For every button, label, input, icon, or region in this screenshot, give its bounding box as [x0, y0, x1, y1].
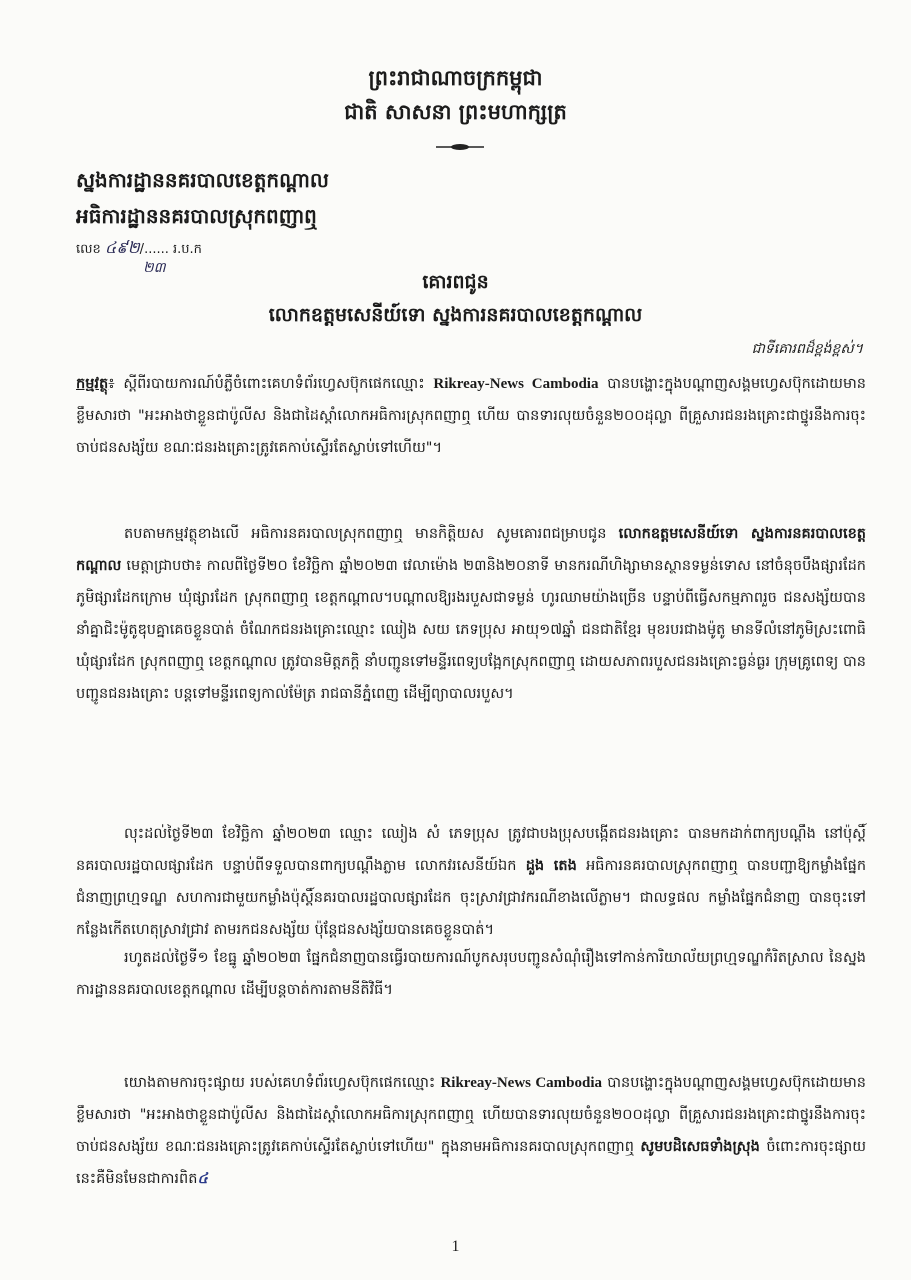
reference-suffix: រ.ប.ក	[173, 242, 202, 257]
p1-text-1: តបតាមកម្មវត្ថុខាងលើ អធិការនគរបាលស្រុកពញាឮ មានកិត្តិយស សូមគោរពជម្រាបជូន	[124, 526, 607, 542]
handwritten-mark: ៤	[197, 1170, 208, 1187]
subject-text-1: ស្ដីពីរបាយការណ៍បំភ្លឺចំពោះគេហទំព័រហ្វេសប៊ុកផេកឈ្មោះ	[123, 376, 425, 392]
reference-sub: ២៣	[143, 260, 166, 276]
reference-dots: ......	[144, 242, 169, 257]
p2-text-1: លុះដល់ថ្ងៃទី២៣ ខែវិច្ឆិកា ឆ្នាំ២០២៣ ឈ្មោះ ឈៀង សំ ភេទប្រុស ត្រូវជាបងប្រុសបង្កើតជនរងគ្រោះ បានមកដាក់ពាក្យបណ្ដឹង នៅប៉ុស្ដិ៍នគរបាលរដ្ឋបាលផ្សារដែក បន្ទាប់ពីទទួលបានពាក្យបណ្ដឹងភ្លាម លោកវរសេនីយ៍ឯក	[76, 826, 866, 874]
subject-label: កម្មវត្ថុ	[76, 376, 109, 392]
subject-text-2: បានបង្ហោះក្នុងបណ្ដាញសង្គមហ្វេសប៊ុកដោយមានខ្លឹមសារថា "អះអាងថាខ្លួនជាប៉ូលីស និងជាដៃស្ដាំលោកអធិការស្រុកពញាឮ ហើយ បានទារលុយចំនួន២០០ដុល្លា ពីគ្រួសារជនរងគ្រោះជាថ្នូរនឹងការចុះចាប់ជនសង្ស័យ ខណៈជនរងគ្រោះត្រូវគេកាប់ស្ទើរតែស្លាប់ទៅហើយ"។	[76, 376, 866, 456]
reference-number: លេខ ៤៩២/...... រ.ប.ក	[76, 238, 202, 257]
p2-text-2: អធិការនគរបាលស្រុកពញាឮ បានបញ្ជាឱ្យកម្លាំងផ្នែកជំនាញព្រហ្មទណ្ឌ សហការជាមួយកម្លាំងប៉ុស្ដិ៍នគរបាលរដ្ឋបាលផ្សារដែក ចុះស្រាវជ្រាវករណីខាងលើភ្លាម។ ជាលទ្ធផល កម្លាំងផ្នែកជំនាញ បានចុះទៅកន្លែងកើតហេតុស្រាវជ្រាវ តាមរកជនសង្ស័យ ប៉ុន្ដែជនសង្ស័យបានគេចខ្លួនបាត់។	[76, 858, 867, 938]
body-paragraph-4	[76, 1067, 866, 1195]
p1-text-2: មេត្តាជ្រាបថា៖ កាលពីថ្ងៃទី២០ ខែវិច្ឆិកា ឆ្នាំ២០២៣ វេលាម៉ោង ២៣និង២០នាទី មានករណីហិង្សាមានស្ថានទម្ងន់ទោស នៅចំនុចបឹងផ្សារដែក ភូមិផ្សារដែកក្រោម ឃុំផ្សារដែក ស្រុកពញាឮ ខេត្តកណ្ដាល។បណ្ដាលឱ្យរងរបួសជាទម្ងន់ ហូរឈាមយ៉ាងច្រើន បន្ទាប់ពីធ្វើសកម្មភាពរួច ជនសង្ស័យបាននាំគ្នាជិះម៉ូតូឌុបគ្នាគេចខ្លួនបាត់ ចំណែកជនរងគ្រោះឈ្មោះ ឈៀង សយ ភេទប្រុស អាយុ១៧ឆ្នាំ ជនជាតិខ្មែរ មុខរបរជាងម៉ូតូ មានទីលំនៅភូមិស្រះពោធិ ឃុំផ្សារដែក ស្រុកពញាឮ ខេត្តកណ្ដាល ត្រូវបានមិត្តភក្តិ នាំបញ្ជូនទៅមន្ទីរពេទ្យបង្អែកស្រុកពញាឮ ដោយសភាពរបួសជនរងគ្រោះធ្ងន់ធ្ងរ ក្រុមគ្រូពេទ្យ បានបញ្ជូនជនរងគ្រោះ បន្តទៅមន្ទីរពេទ្យកាល់ម៉ែត្រ រាជធានីភ្នំពេញ ដើម្បីព្យាបាលរបួស។	[76, 558, 867, 702]
body-paragraph-3	[76, 942, 866, 1006]
recipient-note: ជាទីគោរពដ៏ខ្ពង់ខ្ពស់។	[751, 341, 863, 357]
p4-bold: សូមបដិសេធទាំងស្រុង	[640, 1139, 760, 1155]
recipient-name: លោកឧត្ដមសេនីយ៍ទោ ស្នងការនគរបាលខេត្តកណ្ដាល	[268, 304, 643, 326]
p4-page-name: Rikreay-News Cambodia	[440, 1075, 603, 1091]
kingdom-heading: ព្រះរាជាណាចក្រកម្ពុជា	[368, 66, 543, 90]
recipient-label: គោរពជូន	[422, 271, 489, 293]
reference-value: ៤៩២	[104, 238, 140, 257]
subject-paragraph: កម្មវត្ថុ៖ ស្ដីពីរបាយការណ៍បំភ្លឺចំពោះគេហទំព័រហ្វេសប៊ុកផេកឈ្មោះ Rikreay-News Cambodia បានបង្ហោះក្នុងបណ្ដាញសង្គមហ្វេសប៊ុកដោយមានខ្លឹមសារថា "អះអាងថាខ្លួនជាប៉ូលីស និងជាដៃស្ដាំលោកអធិការស្រុកពញាឮ ហើយ បានទារលុយចំនួន២០០ដុល្លា ពីគ្រួសារជនរងគ្រោះជាថ្នូរនឹងការចុះចាប់ជនសង្ស័យ ខណៈជនរងគ្រោះត្រូវគេកាប់ស្ទើរតែស្លាប់ទៅហើយ"។	[76, 376, 866, 456]
body-paragraph-1	[76, 518, 866, 710]
body-paragraph-2	[76, 818, 866, 946]
ornament-divider	[436, 142, 484, 152]
sender-line-2: អធិការដ្ឋាននគរបាលស្រុកពញាឮ	[76, 204, 317, 228]
reference-prefix: លេខ	[76, 242, 101, 257]
p4-text-1: យោងតាមការចុះផ្សាយ របស់គេហទំព័រហ្វេសប៊ុកផេកឈ្មោះ	[124, 1075, 436, 1091]
p4-text-2: បានបង្ហោះក្នុងបណ្ដាញសង្គមហ្វេសប៊ុកដោយមានខ្លឹមសារថា "អះអាងថាខ្លួនជាប៉ូលីស និងជាដៃស្ដាំលោកអធិការស្រុកពញាឮ ហើយបានទារលុយចំនួន២០០ដុល្លា ពីគ្រួសារជនរងគ្រោះជាថ្នូរនឹងការចុះចាប់ជនសង្ស័យ ខណៈជនរងគ្រោះត្រូវគេកាប់ស្ទើរតែស្លាប់ទៅហើយ" ក្នុងនាមអធិការនគរបាលស្រុកពញាឮ	[76, 1075, 867, 1155]
p1-bold: លោកឧត្ដមសេនីយ៍ទោ ស្នងការនគរបាលខេត្តកណ្ដាល	[76, 526, 866, 574]
p3-text: រហូតដល់ថ្ងៃទី១ ខែធ្នូ ឆ្នាំ២០២៣ ផ្នែកជំនាញបានធ្វើរបាយការណ៍បូកសរុបបញ្ជូនសំណុំរឿងទៅកាន់ការិយាល័យព្រហ្មទណ្ឌកំរិតស្រាល នៃស្នងការដ្ឋាននគរបាលខេត្តកណ្ដាល ដើម្បីបន្តចាត់ការតាមនីតិវិធី។	[76, 950, 866, 998]
p4-text-3: ចំពោះការចុះផ្សាយនេះគឺមិនមែនជាការពិត	[76, 1139, 866, 1187]
subject-page-name: Rikreay-News Cambodia	[433, 376, 599, 392]
sender-line-1: ស្នងការដ្ឋាននគរបាលខេត្តកណ្ដាល	[76, 168, 329, 192]
page-number: 1	[451, 1238, 460, 1255]
national-motto: ជាតិ សាសនា ព្រះមហាក្សត្រ	[344, 100, 567, 124]
p2-bold: ដួង តេង	[525, 858, 577, 874]
